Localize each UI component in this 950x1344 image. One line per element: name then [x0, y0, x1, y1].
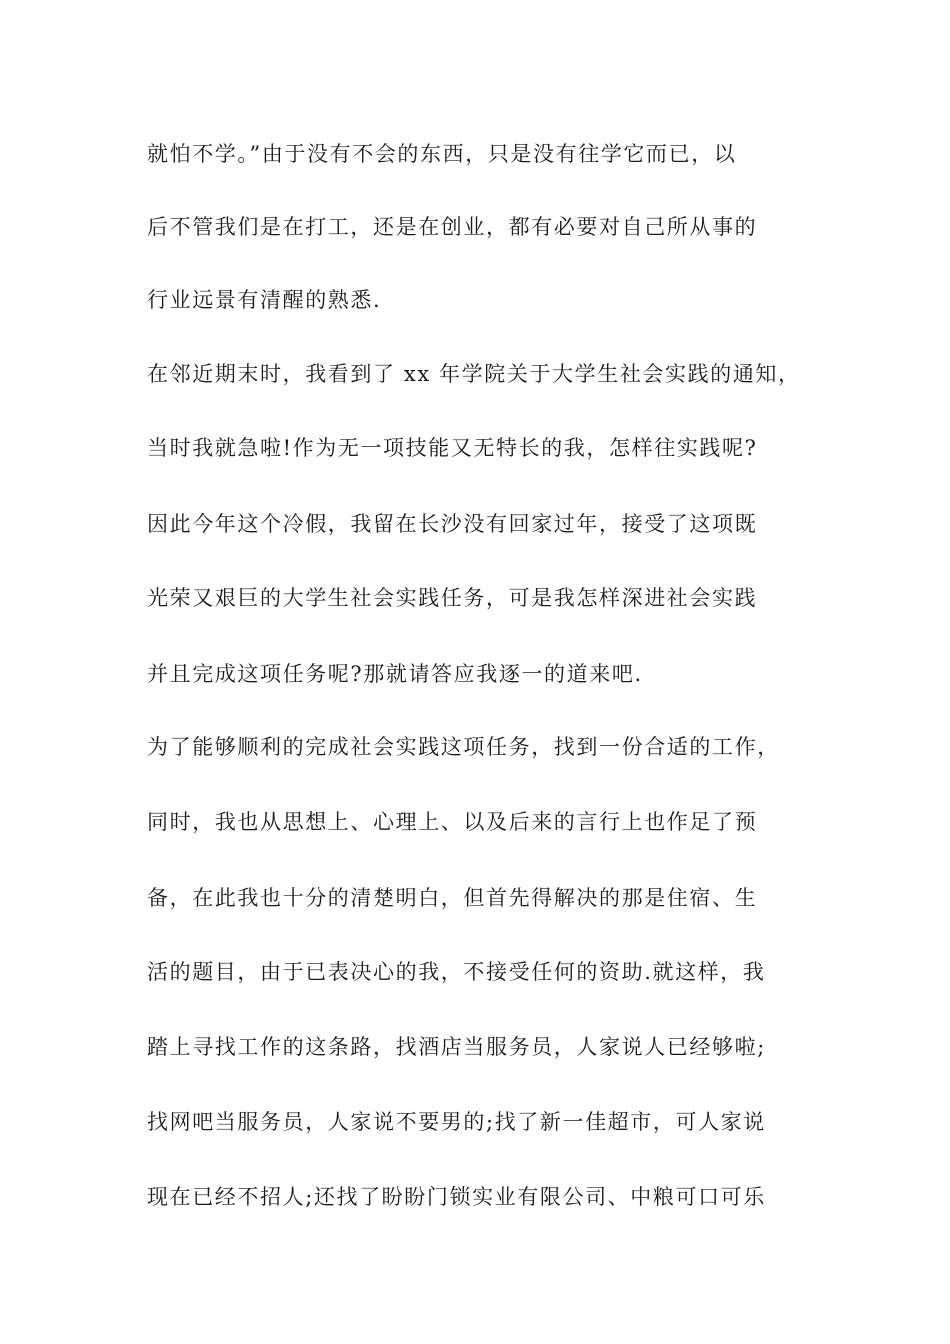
text-line: 当时我就急啦!作为无一项技能又无特长的我，怎样往实践呢? — [147, 436, 758, 460]
text-line: 后不管我们是在打工，还是在创业，都有必要对自己所从事的 — [147, 215, 758, 239]
text-line: 因此今年这个冷假，我留在长沙没有回家过年，接受了这项既 — [147, 512, 758, 536]
text-line: 活的题目，由于已表决心的我，不接受任何的资助.就这样，我 — [147, 960, 766, 984]
text-line: 行业远景有清醒的熟悉. — [147, 288, 382, 312]
text-line: 光荣又艰巨的大学生社会实践任务，可是我怎样深进社会实践 — [147, 586, 758, 610]
text-line: 备，在此我也十分的清楚明白，但首先得解决的那是住宿、生 — [147, 886, 758, 910]
text-line: 就怕不学。”由于没有不会的东西，只是没有往学它而已，以 — [147, 142, 737, 166]
text-line: 在邻近期末时，我看到了 xx 年学院关于大学生社会实践的通知， — [147, 362, 801, 386]
text-line: 现在已经不招人;还找了盼盼门锁实业有限公司、中粮可口可乐 — [147, 1185, 766, 1209]
text-line: 并且完成这项任务呢?那就请答应我逐一的道来吧. — [147, 662, 643, 686]
text-line: 为了能够顺利的完成社会实践这项任务，找到一份合适的工作， — [147, 735, 780, 759]
text-line: 找网吧当服务员，人家说不要男的;找了新一佳超市，可人家说 — [147, 1110, 766, 1134]
text-line: 踏上寻找工作的这条路，找酒店当服务员，人家说人已经够啦; — [147, 1035, 766, 1059]
text-line: 同时，我也从思想上、心理上、以及后来的言行上也作足了预 — [147, 810, 758, 834]
